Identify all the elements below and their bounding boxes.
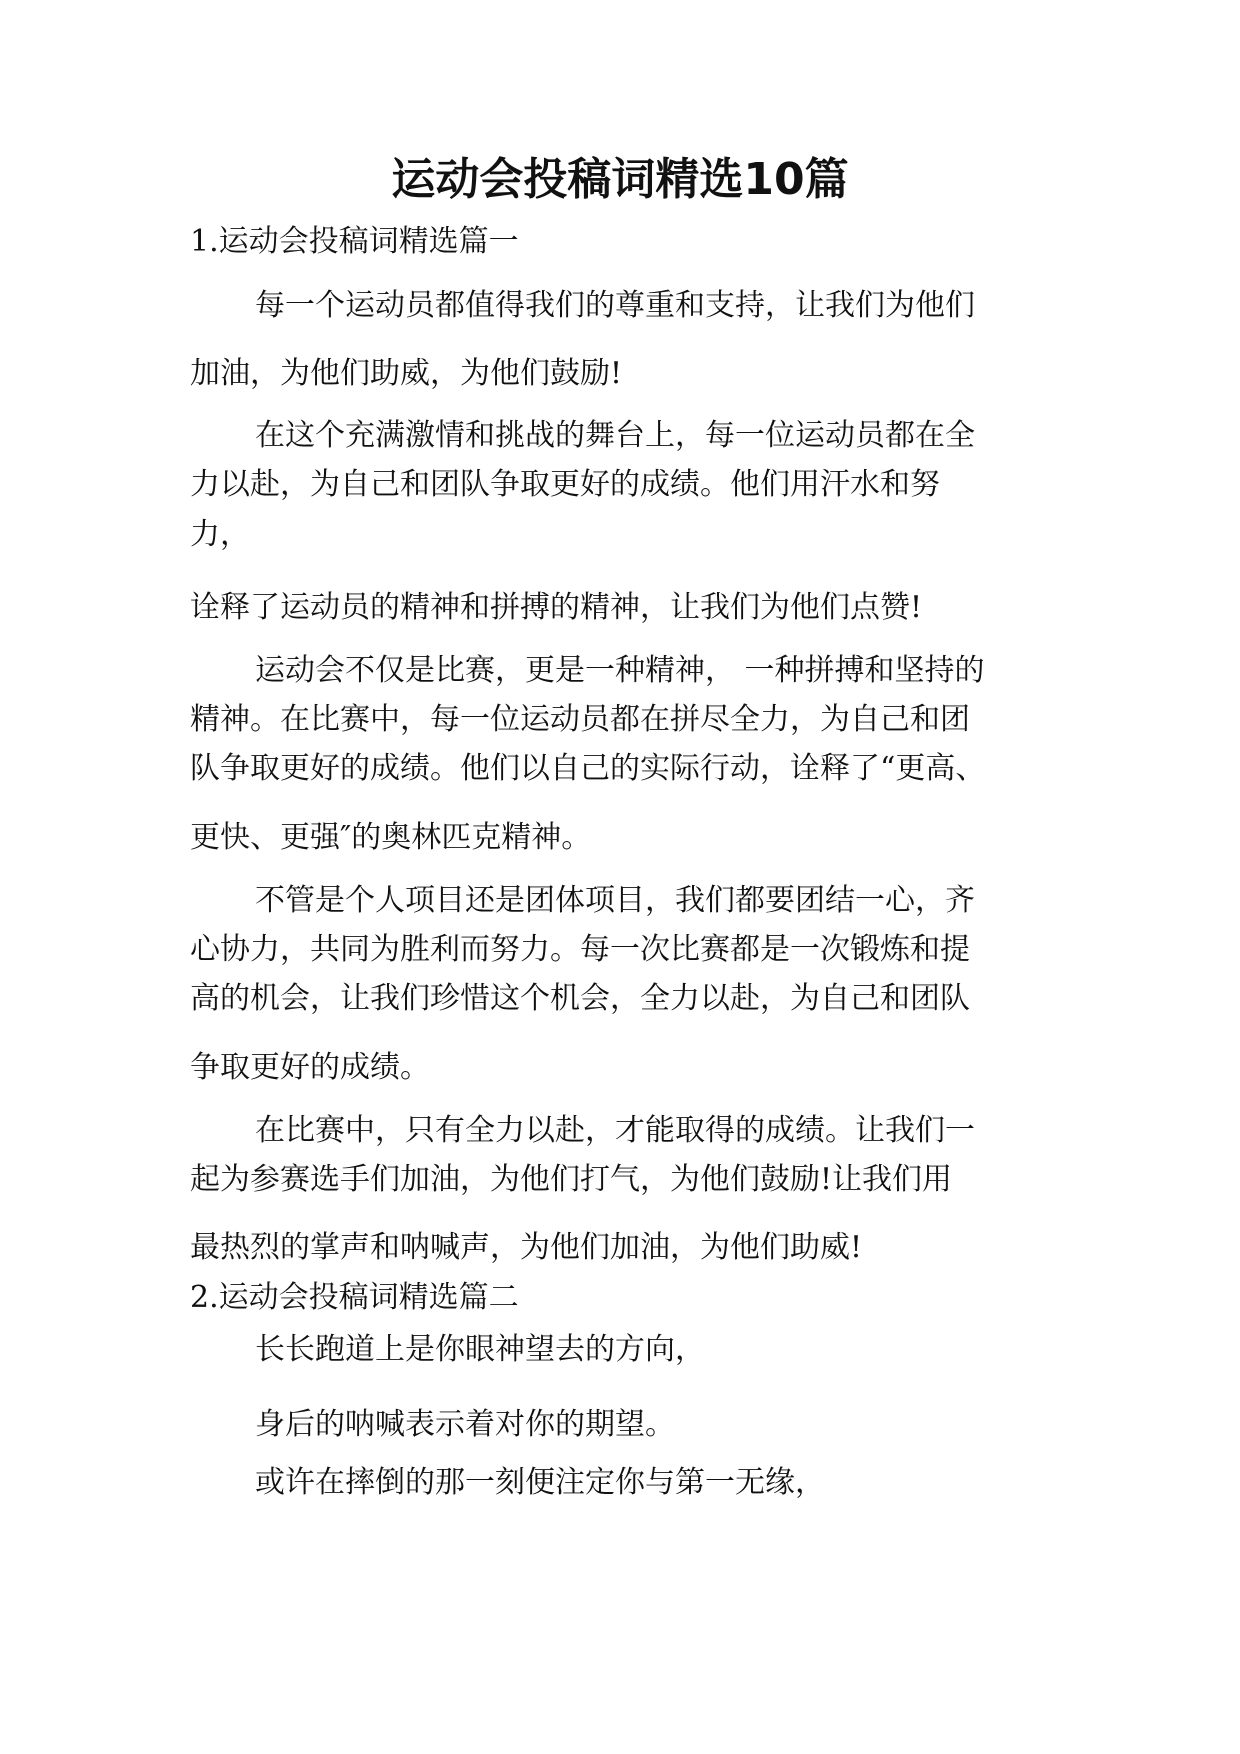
paragraph-line: 起为参赛选手们加油，为他们打气，为他们鼓励!让我们用 [190, 1162, 953, 1197]
paragraph-line: 争取更好的成绩。 [190, 1050, 430, 1085]
paragraph-line: 最热烈的掌声和呐喊声，为他们加油，为他们助威! [190, 1230, 863, 1265]
paragraph-line: 心协力，共同为胜利而努力。每一次比赛都是一次锻炼和提 [190, 932, 970, 967]
paragraph-line: 更快、更强″的奥林匹克精神。 [190, 820, 592, 855]
paragraph-line: 运动会不仅是比赛，更是一种精神， 一种拼搏和坚持的 [255, 653, 985, 688]
paragraph-line: 加油，为他们助威，为他们鼓励! [190, 356, 623, 391]
paragraph-line: 身后的呐喊表示着对你的期望。 [255, 1407, 675, 1442]
document-title: 运动会投稿词精选10篇 [391, 154, 849, 205]
section-heading-1: 1.运动会投稿词精选篇一 [190, 224, 519, 259]
paragraph-line: 或许在摔倒的那一刻便注定你与第一无缘， [255, 1465, 825, 1500]
paragraph-line: 高的机会，让我们珍惜这个机会，全力以赴，为自己和团队 [190, 981, 970, 1016]
paragraph-line: 在这个充满激情和挑战的舞台上，每一位运动员都在全 [255, 418, 975, 453]
paragraph-line: 力， [190, 517, 250, 552]
paragraph-line: 精神。在比赛中，每一位运动员都在拼尽全力，为自己和团 [190, 702, 970, 737]
paragraph-line: 队争取更好的成绩。他们以自己的实际行动，诠释了“更高、 [190, 751, 986, 786]
paragraph-line: 长长跑道上是你眼神望去的方向， [255, 1332, 705, 1367]
paragraph-line: 不管是个人项目还是团体项目，我们都要团结一心，齐 [255, 883, 975, 918]
paragraph-line: 在比赛中，只有全力以赴，才能取得的成绩。让我们一 [255, 1113, 975, 1148]
paragraph-line: 每一个运动员都值得我们的尊重和支持，让我们为他们 [255, 288, 975, 323]
paragraph-line: 力以赴，为自己和团队争取更好的成绩。他们用汗水和努 [190, 467, 940, 502]
paragraph-line: 诠释了运动员的精神和拼搏的精神，让我们为他们点赞! [190, 590, 923, 625]
section-heading-2: 2.运动会投稿词精选篇二 [190, 1280, 519, 1315]
